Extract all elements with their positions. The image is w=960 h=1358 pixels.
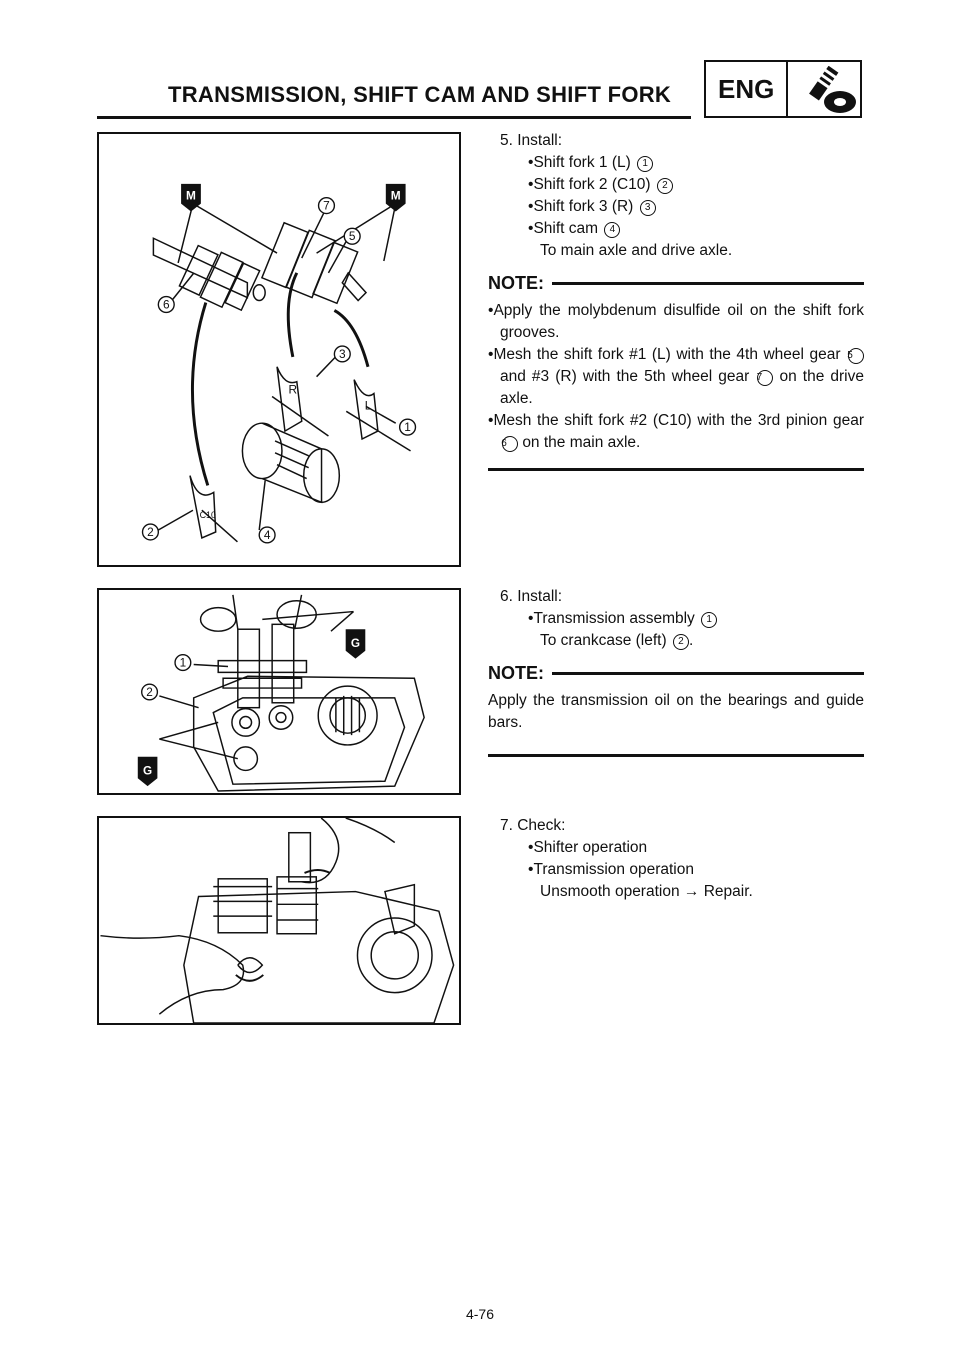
note-end-rule xyxy=(488,754,864,757)
section-label: ENG xyxy=(718,74,775,104)
note-item: •Apply the molybdenum disulfide oil on the shift fork grooves. xyxy=(488,302,864,341)
figure-shift-forks xyxy=(97,132,461,567)
note-label: NOTE: xyxy=(488,663,544,683)
arrow-icon: → xyxy=(683,883,700,900)
figure-operation-check xyxy=(97,816,461,1025)
svg-text:1: 1 xyxy=(179,656,187,670)
engine-wrench-icon xyxy=(796,66,860,121)
section-check xyxy=(488,815,864,903)
svg-text:2: 2 xyxy=(147,524,154,539)
svg-text:4: 4 xyxy=(263,527,271,542)
note-item: •Mesh the shift fork #1 (L) with the 4th wheel gear 5 and #3 (R) with the 5th wheel gear 7 on the drive axle. xyxy=(488,346,864,407)
svg-text:5: 5 xyxy=(348,229,356,244)
note-header xyxy=(488,662,864,684)
svg-text:G: G xyxy=(143,764,153,778)
badge-divider xyxy=(786,62,788,116)
step-title: 6. Install: xyxy=(500,588,563,605)
svg-text:6: 6 xyxy=(162,297,170,312)
note-header xyxy=(488,272,864,294)
note-end-rule xyxy=(488,468,864,471)
check-illustration xyxy=(99,818,459,1023)
note-label: NOTE: xyxy=(488,273,544,293)
section-install-transmission xyxy=(488,586,864,757)
note-item: •Mesh the shift fork #2 (C10) with the 3rd pinion gear 6 on the main axle. xyxy=(488,412,864,451)
header-rule xyxy=(97,116,691,119)
step-title: 7. Check: xyxy=(500,817,566,834)
bullet-transmission-assembly: •Transmission assembly 1 xyxy=(528,608,864,630)
svg-text:M: M xyxy=(390,188,401,203)
bullet-shift-fork-1: •Shift fork 1 (L) 1 xyxy=(528,152,864,174)
svg-text:L: L xyxy=(364,398,372,413)
svg-text:2: 2 xyxy=(146,685,153,699)
shift-fork-illustration xyxy=(99,134,459,565)
bullet-shift-fork-3: •Shift fork 3 (R) 3 xyxy=(528,196,864,218)
svg-text:R: R xyxy=(288,382,298,397)
bullet-shift-fork-2: •Shift fork 2 (C10) 2 xyxy=(528,174,864,196)
note-text: Apply the transmission oil on the bearings and guide bars. xyxy=(488,692,864,731)
figure-transmission-install xyxy=(97,588,461,795)
svg-text:7: 7 xyxy=(323,198,330,213)
bullet-shift-cam: •Shift cam 4 xyxy=(528,218,864,240)
bullet-shifter-operation: •Shifter operation xyxy=(528,839,648,856)
svg-text:M: M xyxy=(186,188,196,203)
continuation: To crankcase (left) 2 . xyxy=(540,632,694,649)
section-badge xyxy=(704,60,862,118)
svg-text:1: 1 xyxy=(404,420,411,435)
svg-text:G: G xyxy=(350,636,361,650)
page-title: TRANSMISSION, SHIFT CAM AND SHIFT FORK xyxy=(168,82,672,107)
svg-text:C10: C10 xyxy=(199,510,216,521)
bullet-transmission-operation: •Transmission operation xyxy=(528,861,694,878)
crankcase-illustration xyxy=(99,590,459,793)
check-result: Unsmooth operation → Repair. xyxy=(540,883,753,900)
step-title: 5. Install: xyxy=(500,132,563,149)
section-install-forks xyxy=(488,130,864,471)
svg-text:3: 3 xyxy=(338,346,346,361)
continuation: To main axle and drive axle. xyxy=(540,242,733,259)
page-number: 4-76 xyxy=(465,1306,495,1322)
